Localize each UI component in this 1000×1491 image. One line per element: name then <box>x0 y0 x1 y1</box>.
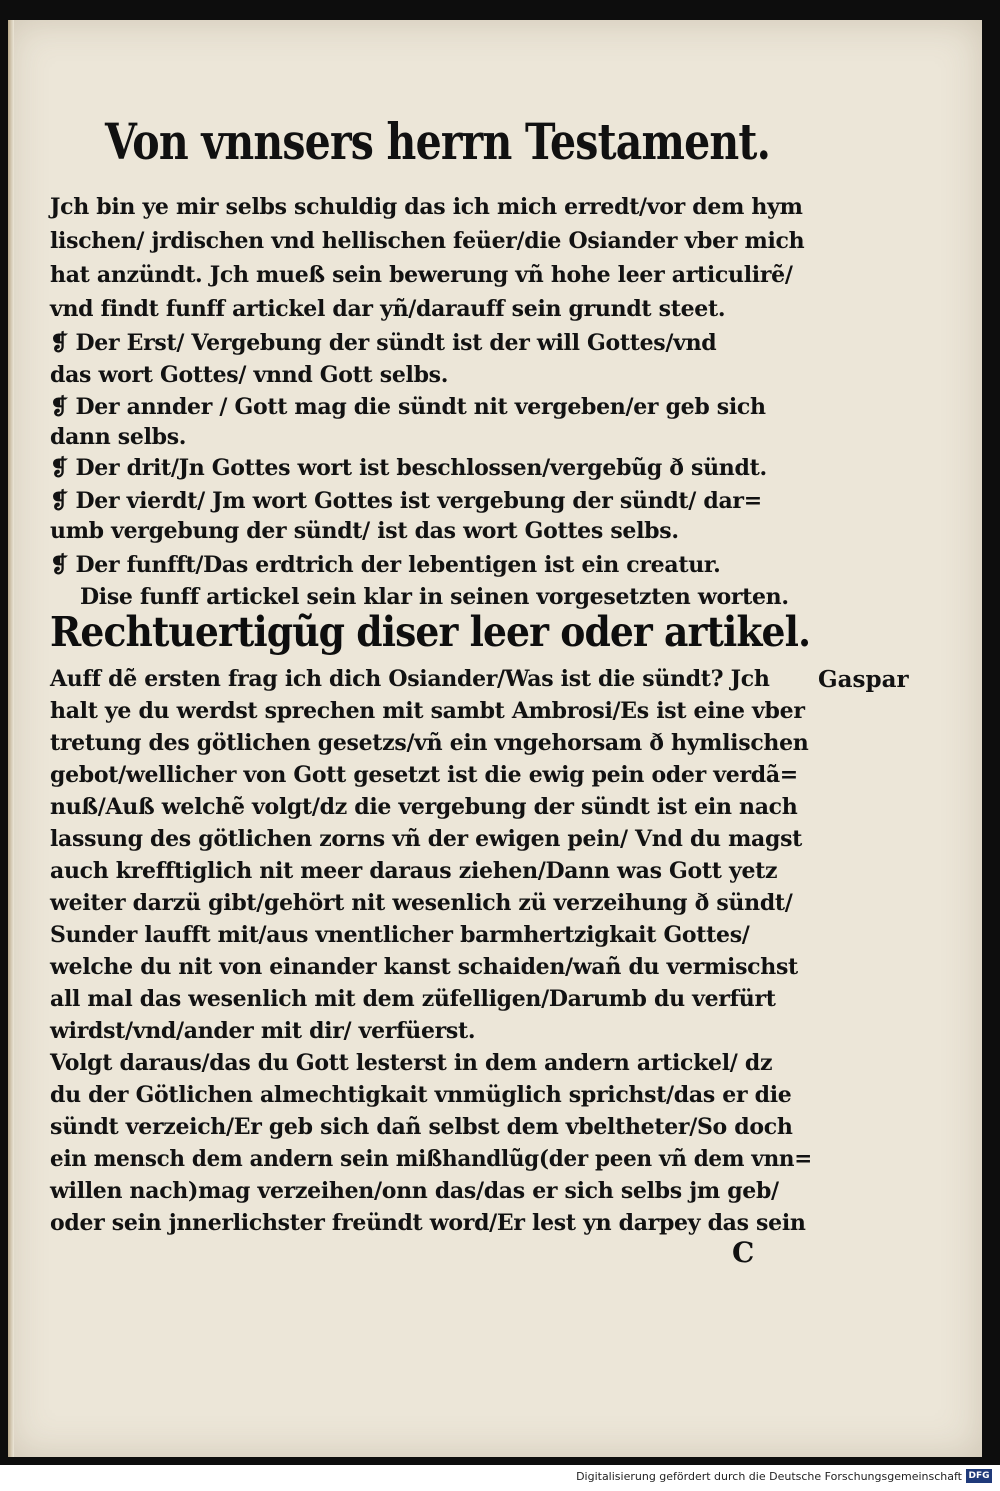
page-gutter-shadow <box>8 20 14 1457</box>
body-line: nuß/Auß welchẽ volgt/dz die vergebung der sündt ist ein nach <box>50 794 798 820</box>
body-line: oder sein jnnerlichster freündt word/Er lest yn darpey das sein <box>50 1210 806 1236</box>
dfg-logo-icon: DFG <box>966 1469 992 1483</box>
text-line: hat anzündt. Jch mueß sein bewerung vñ hohe leer articulirẽ/ <box>50 262 793 288</box>
body-line: wirdst/vnd/ander mit dir/ verfüerst. <box>50 1018 476 1044</box>
body-line: auch krefftiglich nit meer daraus ziehen/Dann was Gott yetz <box>50 858 778 884</box>
body-line: gebot/wellicher von Gott gesetzt ist die ewig pein oder verdã= <box>50 762 798 788</box>
text-line: ❡ Der funfft/Das erdtrich der lebentigen ist ein creatur. <box>50 552 721 578</box>
body-line: lassung des götlichen zorns vñ der ewigen pein/ Vnd du magst <box>50 826 803 852</box>
body-line: all mal das wesenlich mit dem züfelligen/Darumb du verfürt <box>50 986 776 1012</box>
body-line: Volgt daraus/das du Gott lesterst in dem andern artickel/ dz <box>50 1050 773 1076</box>
text-line: ❡ Der vierdt/ Jm wort Gottes ist vergebung der sündt/ dar= <box>50 488 762 514</box>
body-line: ein mensch dem andern sein mißhandlũg(der peen vñ dem vnn= <box>50 1146 812 1172</box>
section-heading: Rechtuertigũg diser leer oder artikel. <box>50 608 811 656</box>
text-line: dann selbs. <box>50 424 187 450</box>
body-line: weiter darzü gibt/gehört nit wesenlich zü verzeihung ð sündt/ <box>50 890 793 916</box>
body-line: willen nach)mag verzeihen/onn das/das er sich selbs jm geb/ <box>50 1178 779 1204</box>
footer-credit: Digitalisierung gefördert durch die Deutsche Forschungsgemeinschaft <box>576 1470 962 1483</box>
body-line: welche du nit von einander kanst schaiden/wañ du vermischst <box>50 954 798 980</box>
signature-mark: C <box>732 1236 755 1269</box>
body-line: halt ye du werdst sprechen mit sambt Ambrosi/Es ist eine vber <box>50 698 805 724</box>
text-line: umb vergebung der sündt/ ist das wort Gottes selbs. <box>50 518 679 544</box>
footer-bar <box>0 1465 1000 1491</box>
marginal-note: Gaspar <box>818 666 909 693</box>
body-line: sündt verzeich/Er geb sich dañ selbst dem vbeltheter/So doch <box>50 1114 793 1140</box>
text-line: ❡ Der annder / Gott mag die sündt nit vergeben/er geb sich <box>50 394 766 420</box>
text-line: das wort Gottes/ vnnd Gott selbs. <box>50 362 449 388</box>
body-line: tretung des götlichen gesetzs/vñ ein vngehorsam ð hymlischen <box>50 730 809 756</box>
text-line: Jch bin ye mir selbs schuldig das ich mich erredt/vor dem hym <box>50 194 803 220</box>
text-line: lischen/ jrdischen vnd hellischen feüer/die Osiander vber mich <box>50 228 805 254</box>
body-line: Sunder laufft mit/aus vnentlicher barmhertzigkait Gottes/ <box>50 922 750 948</box>
text-line: ❡ Der Erst/ Vergebung der sündt ist der will Gottes/vnd <box>50 330 717 356</box>
body-line: du der Götlichen almechtigkait vnmüglich sprichst/das er die <box>50 1082 792 1108</box>
running-header: Von vnnsers herrn Testament. <box>105 112 771 171</box>
text-line: Dise funff artickel sein klar in seinen vorgesetzten worten. <box>80 584 789 610</box>
text-line: ❡ Der drit/Jn Gottes wort ist beschlossen/vergebũg ð sündt. <box>50 455 767 481</box>
text-line: vnd findt funff artickel dar yñ/darauff sein grundt steet. <box>50 296 726 322</box>
body-line: Auff dẽ ersten frag ich dich Osiander/Was ist die sündt? Jch <box>50 666 770 692</box>
